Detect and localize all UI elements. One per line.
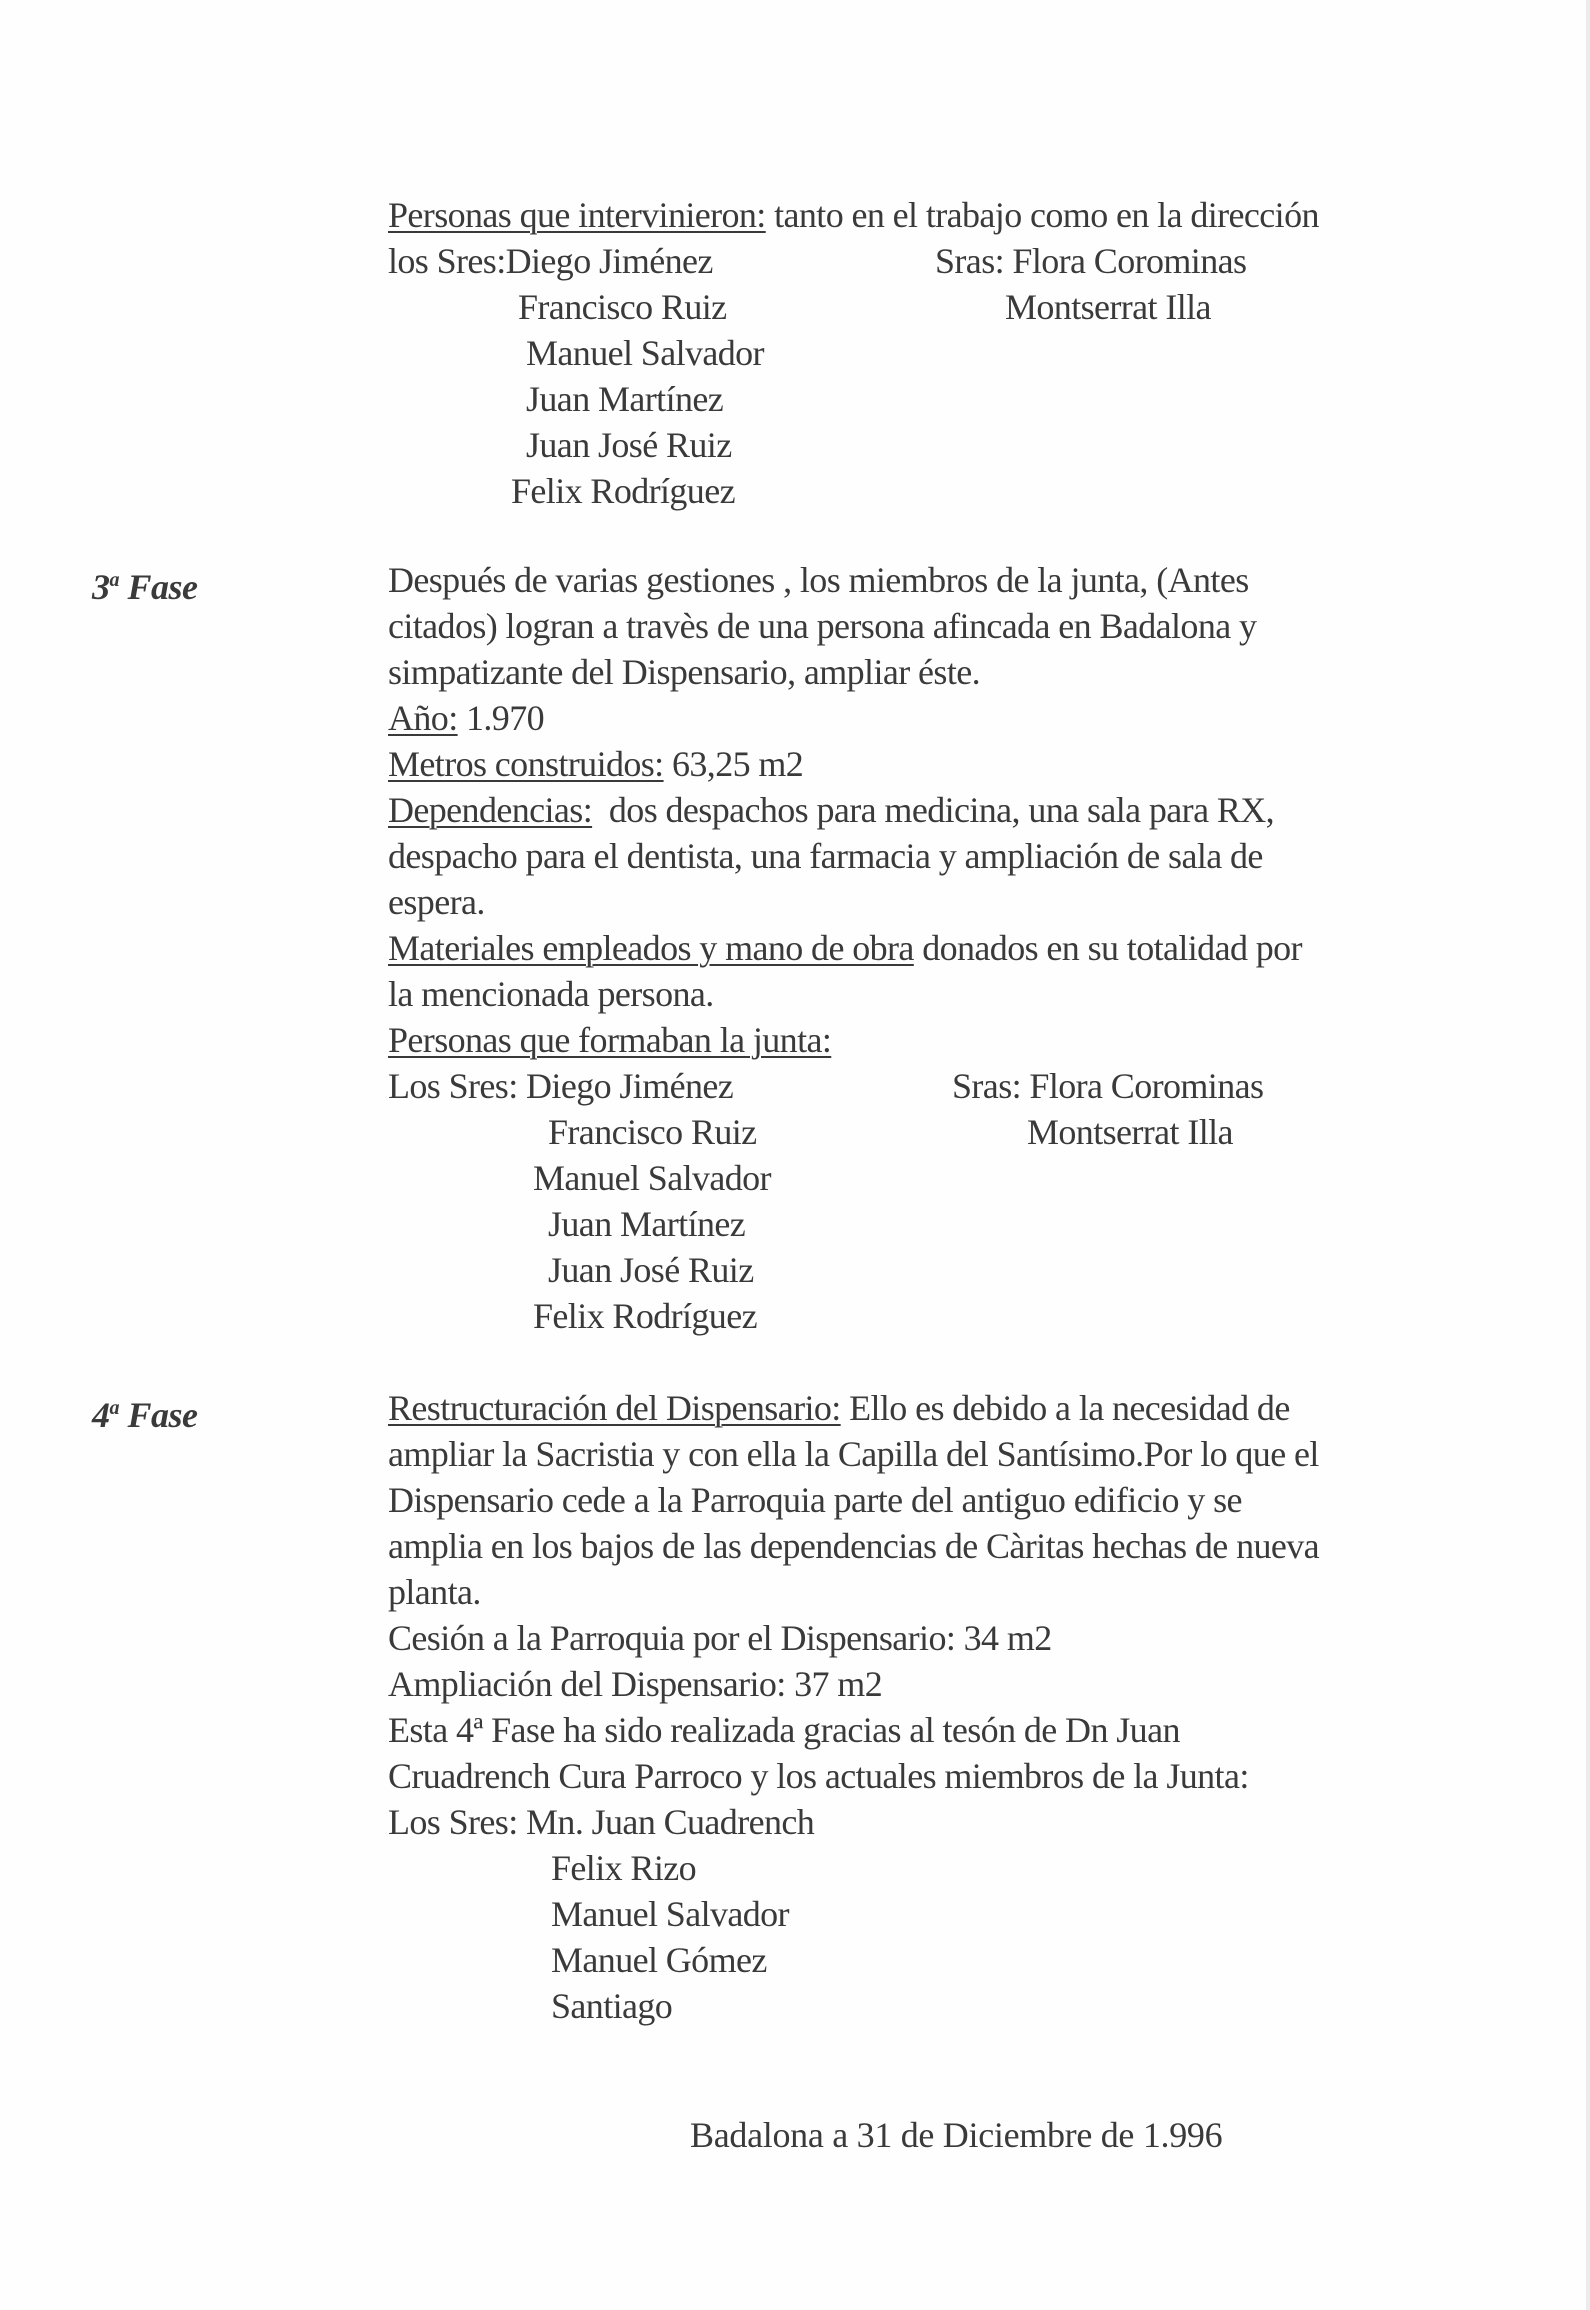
paragraph-line: amplia en los bajos de las dependencias de Càritas hechas de nueva xyxy=(388,1526,1320,1566)
expansion-line: Ampliación del Dispensario: 37 m2 xyxy=(388,1664,883,1704)
paragraph-line: ampliar la Sacristia y con ella la Capilla del Santísimo.Por lo que el xyxy=(388,1434,1319,1474)
year-line xyxy=(388,695,544,741)
woman-name: Montserrat Illa xyxy=(1027,1112,1233,1152)
dependencies-line xyxy=(388,787,1274,833)
materials-label: Materiales empleados y mano de obra xyxy=(388,928,914,968)
paragraph-line: planta. xyxy=(388,1572,481,1612)
dependencies-line: espera. xyxy=(388,882,485,922)
men-first-line xyxy=(388,1063,733,1109)
women-prefix: Sras: xyxy=(952,1066,1030,1106)
intervinieron-heading-line xyxy=(388,192,1319,238)
restructure-label: Restructuración del Dispensario: xyxy=(388,1388,841,1428)
paragraph-line: simpatizante del Dispensario, ampliar éste. xyxy=(388,652,981,692)
paragraph-line: Después de varias gestiones , los miembros de la junta, (Antes xyxy=(388,560,1249,600)
phase-word: Fase xyxy=(119,567,198,607)
men-first-line xyxy=(388,238,713,284)
materials-text: donados en su totalidad por xyxy=(913,928,1302,968)
phase-number: 4 xyxy=(92,1395,110,1435)
phase-ordinal: a xyxy=(109,1397,119,1419)
phase-number: 3 xyxy=(92,567,110,607)
restructure-text: Ello es debido a la necesidad de xyxy=(840,1388,1290,1428)
women-first-line xyxy=(952,1063,1263,1109)
man-name: Manuel Salvador xyxy=(533,1158,771,1198)
man-name: Juan José Ruiz xyxy=(548,1250,754,1290)
intervinieron-text: tanto en el trabajo como en la dirección xyxy=(765,195,1319,235)
meters-line xyxy=(388,741,803,787)
thanks-line: Cruadrench Cura Parroco y los actuales miembros de la Junta: xyxy=(388,1756,1249,1796)
dependencies-label: Dependencias: xyxy=(388,790,593,830)
thanks-line: Esta 4ª Fase ha sido realizada gracias al tesón de Dn Juan xyxy=(388,1710,1180,1750)
man-name: Santiago xyxy=(551,1986,673,2026)
dependencies-text: dos despachos para medicina, una sala para RX, xyxy=(592,790,1275,830)
men-first-line xyxy=(388,1799,814,1845)
man-name: Diego Jiménez xyxy=(505,241,713,281)
man-name: Felix Rodríguez xyxy=(533,1296,757,1336)
woman-name: Montserrat Illa xyxy=(1005,287,1211,327)
men-prefix: Los Sres: xyxy=(388,1802,527,1842)
year-label: Año: xyxy=(388,698,458,738)
man-name: Francisco Ruiz xyxy=(548,1112,757,1152)
cession-line: Cesión a la Parroquia por el Dispensario: 34 m2 xyxy=(388,1618,1052,1658)
women-first-line xyxy=(935,238,1246,284)
meters-value: 63,25 m2 xyxy=(663,744,804,784)
man-name: Diego Jiménez xyxy=(526,1066,734,1106)
paragraph-line: citados) logran a travès de una persona afincada en Badalona y xyxy=(388,606,1257,646)
paragraph-line: Dispensario cede a la Parroquia parte del antiguo edificio y se xyxy=(388,1480,1242,1520)
junta-heading-line xyxy=(388,1017,831,1063)
materials-line: la mencionada persona. xyxy=(388,974,714,1014)
phase-3-label xyxy=(92,557,198,610)
phase-4-label xyxy=(92,1385,198,1438)
men-prefix: Los Sres: xyxy=(388,1066,527,1106)
man-name: Juan Martínez xyxy=(526,379,724,419)
scan-edge xyxy=(1586,0,1590,2310)
phase-ordinal: a xyxy=(109,569,119,591)
restructure-line xyxy=(388,1385,1290,1431)
man-name: Manuel Gómez xyxy=(551,1940,767,1980)
woman-name: Flora Corominas xyxy=(1012,241,1247,281)
phase-word: Fase xyxy=(119,1395,198,1435)
junta-label: Personas que formaban la junta: xyxy=(388,1020,832,1060)
man-name: Francisco Ruiz xyxy=(518,287,727,327)
man-name: Felix Rizo xyxy=(551,1848,696,1888)
dependencies-line: despacho para el dentista, una farmacia y ampliación de sala de xyxy=(388,836,1263,876)
woman-name: Flora Corominas xyxy=(1029,1066,1264,1106)
intervinieron-label: Personas que intervinieron: xyxy=(388,195,766,235)
meters-label: Metros construidos: xyxy=(388,744,664,784)
women-prefix: Sras: xyxy=(935,241,1013,281)
place-date: Badalona a 31 de Diciembre de 1.996 xyxy=(690,2115,1223,2155)
man-name: Mn. Juan Cuadrench xyxy=(526,1802,815,1842)
men-prefix: los Sres: xyxy=(388,241,506,281)
man-name: Manuel Salvador xyxy=(526,333,764,373)
materials-line xyxy=(388,925,1302,971)
man-name: Felix Rodríguez xyxy=(511,471,735,511)
year-value: 1.970 xyxy=(457,698,545,738)
man-name: Juan José Ruiz xyxy=(526,425,732,465)
man-name: Juan Martínez xyxy=(548,1204,746,1244)
man-name: Manuel Salvador xyxy=(551,1894,789,1934)
